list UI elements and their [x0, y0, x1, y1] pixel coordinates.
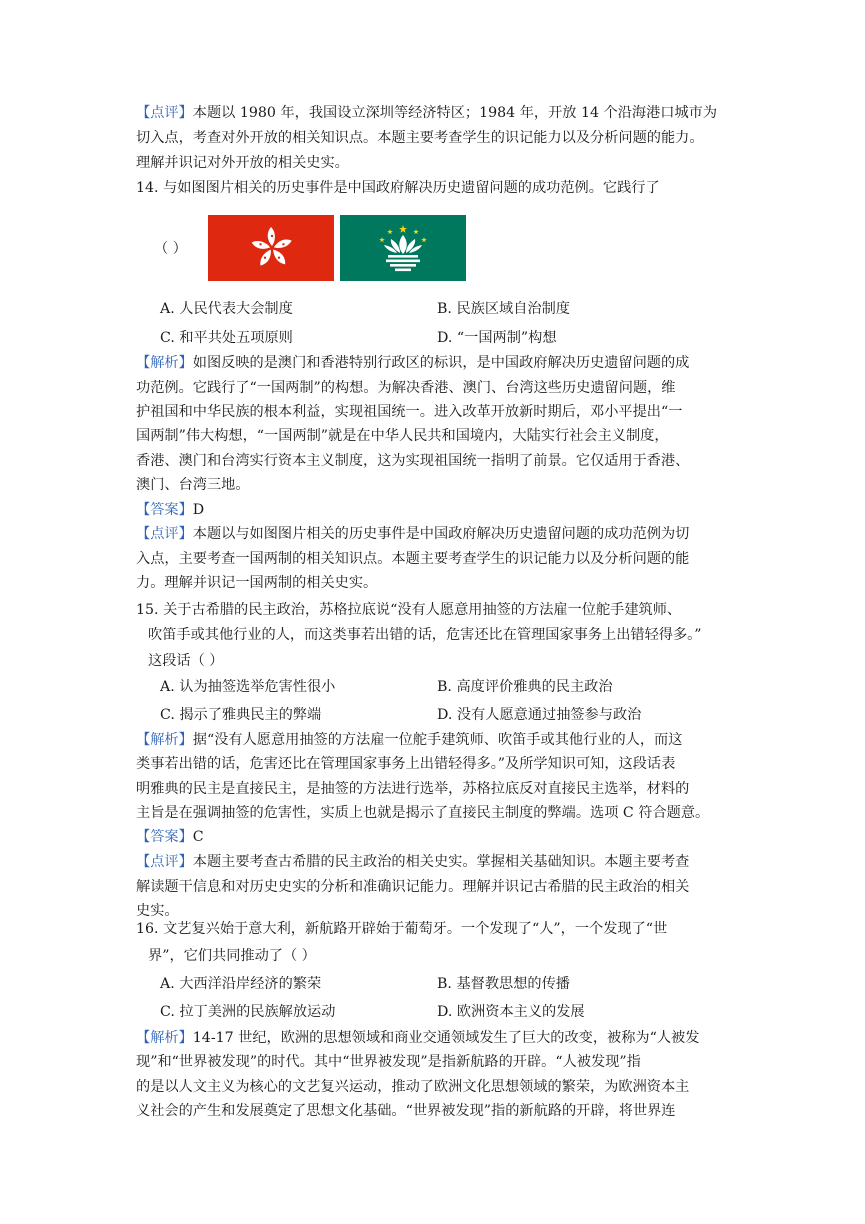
q16-option-a: A. 大西洋沿岸经济的繁荣 — [160, 976, 322, 992]
comment-tag: 【点评】 — [136, 105, 193, 121]
q15-option-a: A. 认为抽签选举危害性很小 — [160, 679, 336, 695]
q14-analysis-line-3: 护祖国和中华民族的根本利益，实现祖国统一。进入改革开放新时期后，邓小平提出“一 — [136, 404, 683, 420]
q14-comment-line-3: 力。理解并识记一国两制的相关史实。 — [136, 575, 378, 591]
q15-comment-line-2: 解读题干信息和对历史史实的分析和准确识记能力。理解并识记古希腊的民主政治的相关 — [136, 879, 690, 895]
analysis-tag: 【解析】 — [136, 732, 193, 748]
analysis-tag: 【解析】 — [136, 1030, 193, 1046]
q14-blank: （ ） — [154, 241, 187, 257]
q14-option-d: D. “一国两制”构想 — [437, 330, 557, 346]
answer-tag: 【答案】 — [136, 829, 193, 845]
q15-analysis-line-2: 类事若出错的话，危害还比在管理国家事务上出错轻得多。”及所学知识可知，这段话表 — [136, 756, 676, 772]
q16-option-c: C. 拉丁美洲的民族解放运动 — [160, 1004, 336, 1020]
q15-stem-line-3: 这段话（ ） — [148, 653, 224, 669]
q16-analysis-line-4: 义社会的产生和发展奠定了思想文化基础。“世界被发现”指的新航路的开辟，将世界连 — [136, 1103, 676, 1119]
q16-option-b: B. 基督教思想的传播 — [437, 976, 570, 992]
q16-stem-line-2: 界”，它们共同推动了（ ） — [148, 948, 316, 964]
q15-option-c: C. 揭示了雅典民主的弊端 — [160, 707, 322, 723]
q15-option-d: D. 没有人愿意通过抽签参与政治 — [437, 707, 642, 723]
q14-option-b: B. 民族区域自治制度 — [437, 301, 570, 317]
q16-option-d: D. 欧洲资本主义的发展 — [437, 1004, 585, 1020]
q15-analysis-line-4: 主旨是在强调抽签的危害性，实质上也就是揭示了直接民主制度的弊端。选项 C 符合题意。 — [136, 805, 710, 821]
answer-tag: 【答案】 — [136, 502, 193, 518]
comment-tag: 【点评】 — [136, 854, 193, 870]
q15-analysis-line-3: 明雅典的民主是直接民主，是抽签的方法进行选举，苏格拉底反对直接民主选举，材料的 — [136, 781, 690, 797]
q14-comment-line-1: 【点评】本题以与如图图片相关的历史事件是中国政府解决历史遗留问题的成功范例为切 — [136, 526, 690, 542]
q14-stem: 14. 与如图图片相关的历史事件是中国政府解决历史遗留问题的成功范例。它践行了 — [136, 180, 660, 196]
q16-analysis-line-2: 现”和“世界被发现”的时代。其中“世界被发现”是指新航路的开辟。“人被发现”指 — [136, 1054, 641, 1070]
macau-flag-image — [340, 215, 466, 281]
comment-tag: 【点评】 — [136, 526, 193, 542]
q14-option-a: A. 人民代表大会制度 — [160, 301, 293, 317]
hongkong-flag-image — [208, 215, 334, 281]
q16-analysis-line-1: 【解析】14-17 世纪，欧洲的思想领域和商业交通领域发生了巨大的改变，被称为“人被发 — [136, 1030, 700, 1046]
q14-analysis-line-1: 【解析】如图反映的是澳门和香港特别行政区的标识，是中国政府解决历史遗留问题的成 — [136, 355, 690, 371]
q13-comment-line-2: 切入点，考查对外开放的相关知识点。本题主要考查学生的识记能力以及分析问题的能力。 — [136, 130, 704, 146]
q14-analysis-line-2: 功范例。它践行了“一国两制”的构想。为解决香港、澳门、台湾这些历史遗留问题，维 — [136, 380, 676, 396]
q15-comment-line-1: 【点评】本题主要考查古希腊的民主政治的相关史实。掌握相关基础知识。本题主要考查 — [136, 854, 690, 870]
q13-comment-line-3: 理解并识记对外开放的相关史实。 — [136, 155, 349, 171]
q16-stem-line-1: 16. 文艺复兴始于意大利，新航路开辟始于葡萄牙。一个发现了“人”，一个发现了“世 — [136, 921, 668, 937]
q14-answer: 【答案】D — [136, 502, 205, 518]
q15-option-b: B. 高度评价雅典的民主政治 — [437, 679, 613, 695]
q14-option-c: C. 和平共处五项原则 — [160, 330, 293, 346]
q13-comment-line-1: 【点评】本题以 1980 年，我国设立深圳等经济特区；1984 年，开放 14 个沿海港口城市为 — [136, 105, 718, 121]
q14-analysis-line-4: 国两制”伟大构想，“一国两制”就是在中华人民共和国境内，大陆实行社会主义制度， — [136, 428, 669, 444]
q14-comment-line-2: 入点，主要考查一国两制的相关知识点。本题主要考查学生的识记能力以及分析问题的能 — [136, 551, 690, 567]
analysis-tag: 【解析】 — [136, 355, 193, 371]
q15-comment-line-3: 史实。 — [136, 903, 179, 919]
q14-analysis-line-6: 澳门、台湾三地。 — [136, 477, 250, 493]
q14-analysis-line-5: 香港、澳门和台湾实行资本主义制度，这为实现祖国统一指明了前景。它仅适用于香港、 — [136, 453, 690, 469]
q16-analysis-line-3: 的是以人文主义为核心的文艺复兴运动，推动了欧洲文化思想领域的繁荣，为欧洲资本主 — [136, 1079, 690, 1095]
q15-stem-line-2: 吹笛手或其他行业的人，而这类事若出错的话，危害还比在管理国家事务上出错轻得多。” — [148, 627, 702, 643]
q15-analysis-line-1: 【解析】据“没有人愿意用抽签的方法雇一位舵手建筑师、吹笛手或其他行业的人，而这 — [136, 732, 683, 748]
q15-stem-line-1: 15. 关于古希腊的民主政治，苏格拉底说“没有人愿意用抽签的方法雇一位舵手建筑师、 — [136, 602, 682, 618]
q15-answer: 【答案】C — [136, 829, 204, 845]
